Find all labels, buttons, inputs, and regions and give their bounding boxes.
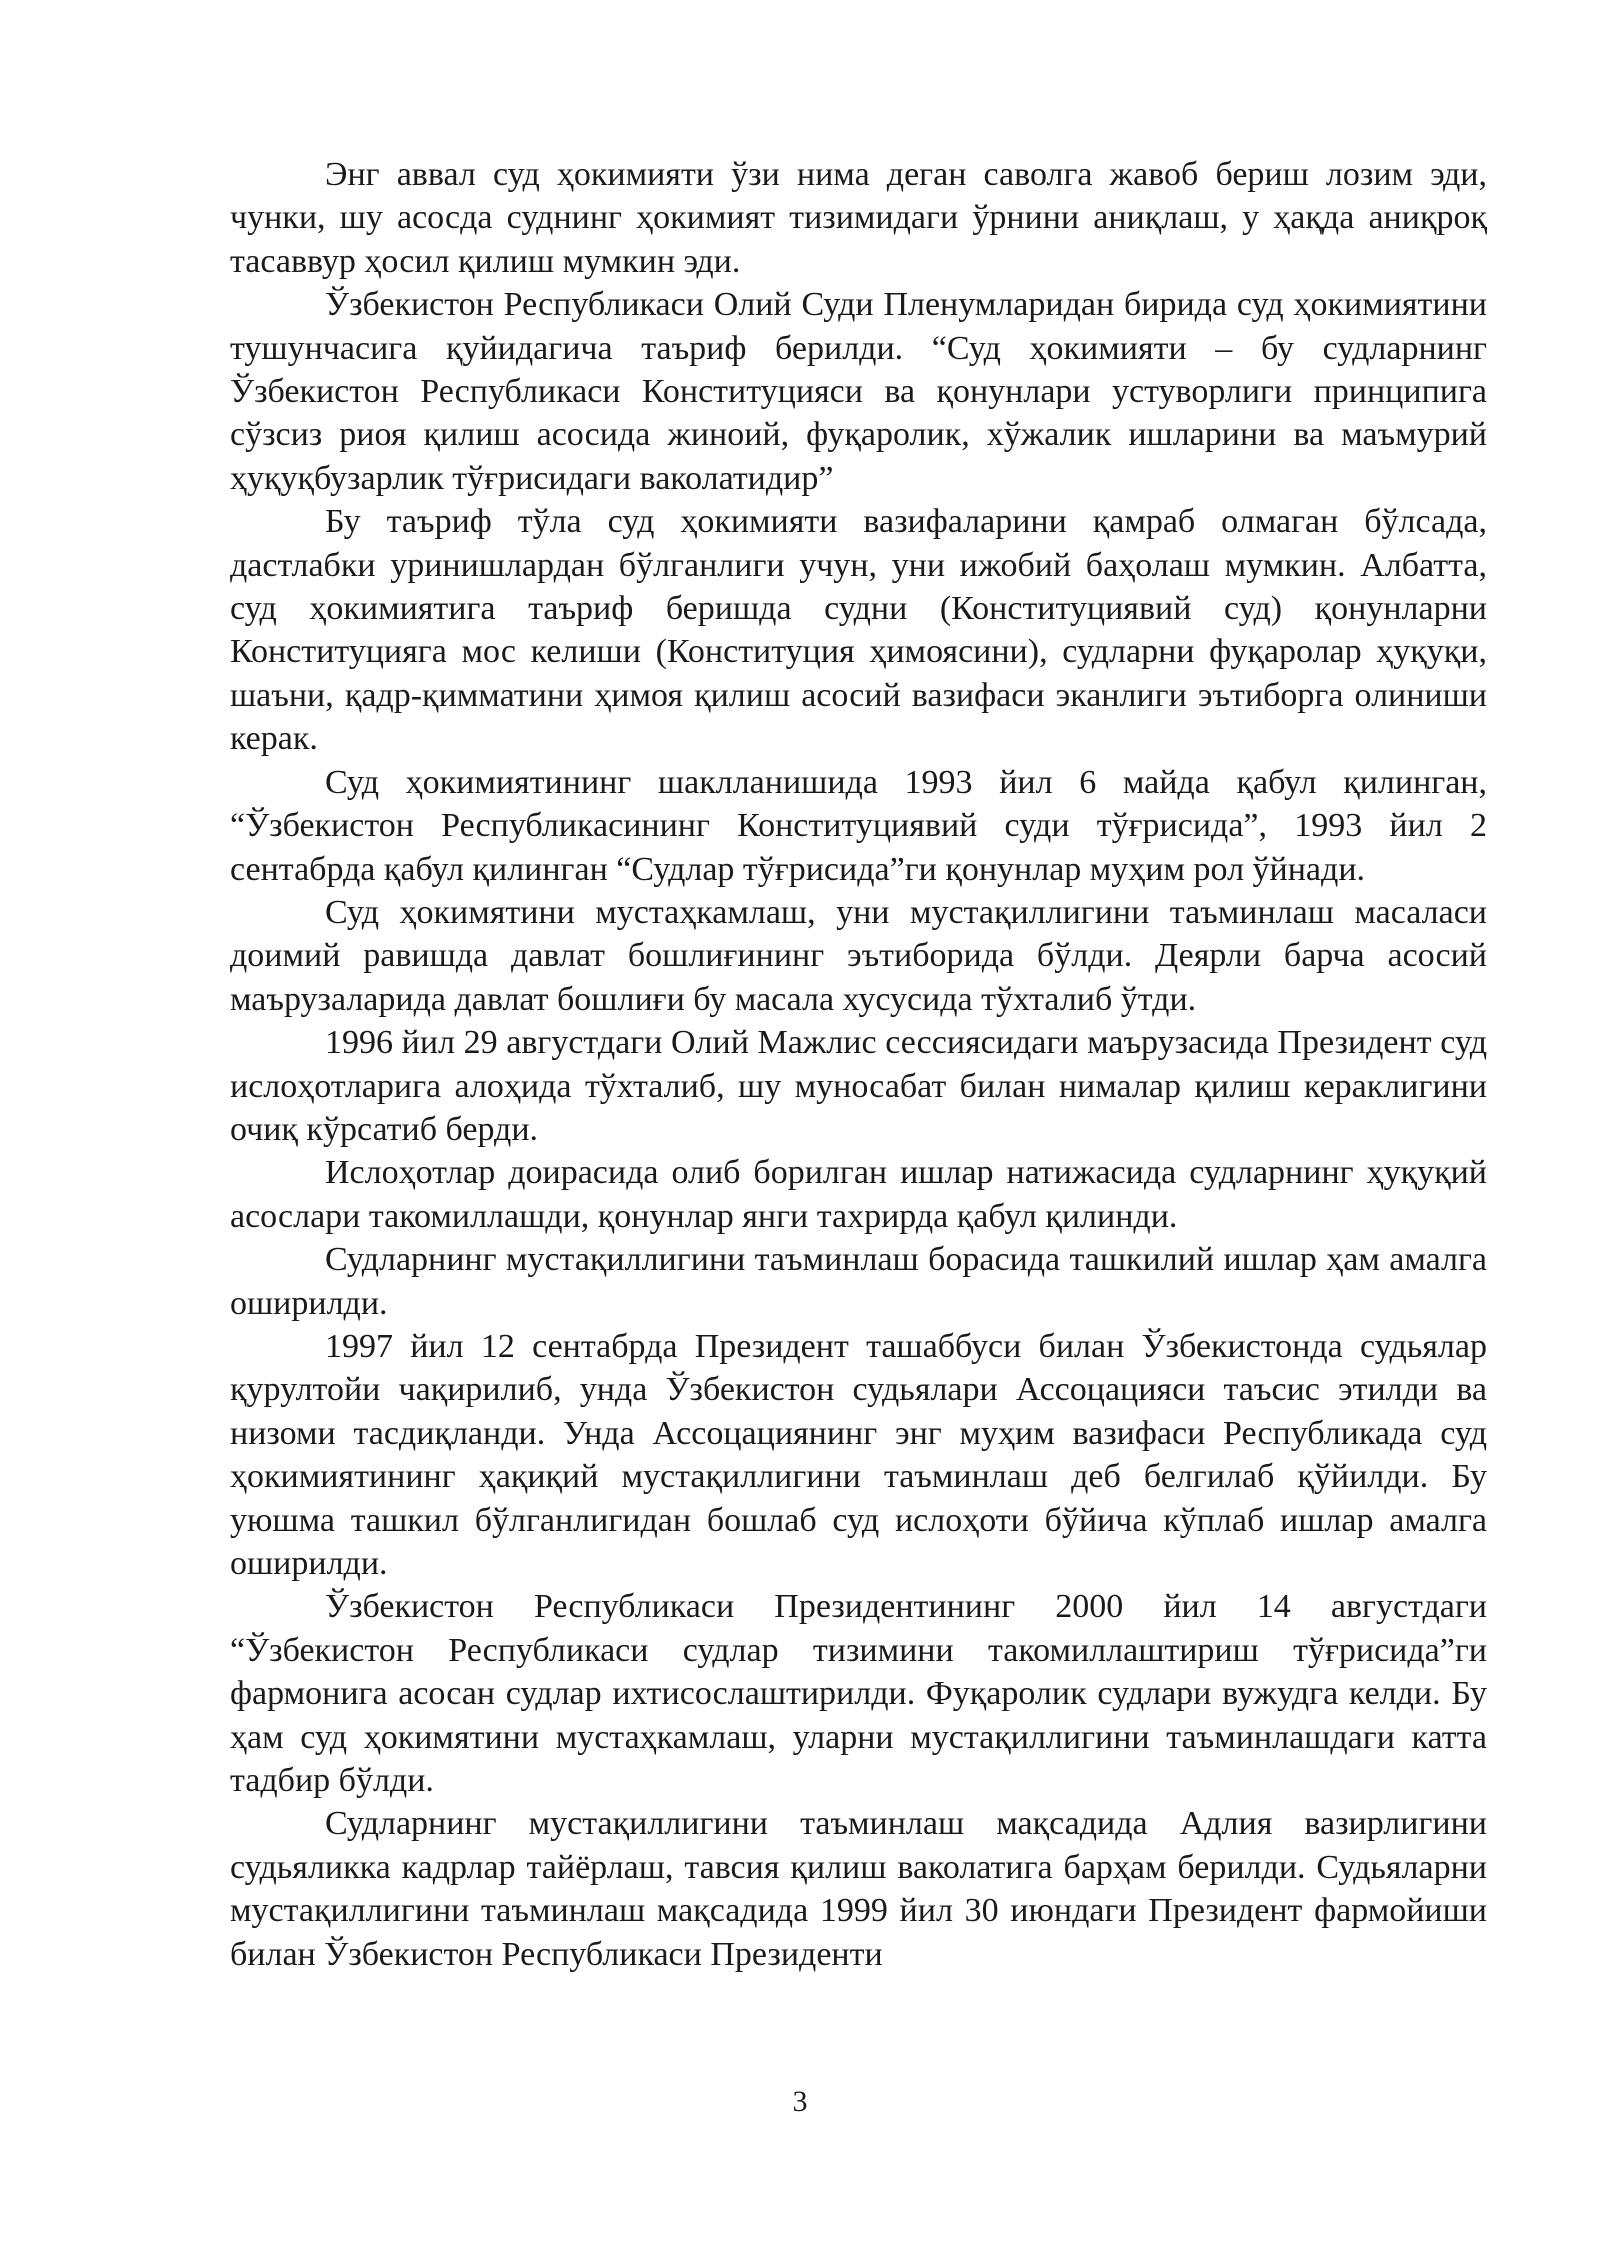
paragraph-3: Бу таъриф тўла суд ҳокимияти вазифаларини қамраб олмаган бўлсада, дастлабки уринишлардан бўлганлиги учун, уни ижобий баҳолаш мумкин. Албатта, суд ҳокимиятига таъриф беришда судни (Конституциявий суд) қонунларни Конституцияга мос келиши (Конституция ҳимоясини), судларни фуқаролар ҳуқуқи, шаъни, қадр-қимматини ҳимоя қилиш асосий вазифаси эканлиги эътиборга олиниши керак. xyxy=(230,503,1487,758)
paragraph-4: Суд ҳокимиятининг шаклланишида 1993 йил 6 майда қабул қилинган, “Ўзбекистон Республикасининг Конституциявий суди тўғрисида”, 1993 йил 2 сентабрда қабул қилинган “Судлар тўғрисида”ги қонунлар муҳим рол ўйнади. xyxy=(230,763,1487,888)
paragraph-1: Энг аввал суд ҳокимияти ўзи нима деган саволга жавоб бериш лозим эди, чунки, шу асосда суднинг ҳокимият тизимидаги ўрнини аниқлаш, у ҳақда аниқроқ тасаввур ҳосил қилиш мумкин эди. xyxy=(230,156,1487,280)
paragraph-5: Суд ҳокимятини мустаҳкамлаш, уни мустақиллигини таъминлаш масаласи доимий равишда давлат бошлиғининг эътиборида бўлди. Деярли барча асосий маърузаларида давлат бошлиғи бу масала хусусида тўхталиб ўтди. xyxy=(230,893,1487,1018)
document-body xyxy=(230,153,1487,1976)
paragraph-2: Ўзбекистон Республикаси Олий Суди Пленумларидан бирида суд ҳокимиятини тушунчасига қуйидагича таъриф берилди. “Суд ҳокимияти – бу судларнинг Ўзбекистон Республикаси Конституцияси ва қонунлари устуворлиги принципига сўзсиз риоя қилиш асосида жиноий, фуқаролик, хўжалик ишларини ва маъмурий ҳуқуқбузарлик тўғрисидаги ваколатидир” xyxy=(230,286,1487,497)
paragraph-8: Судларнинг мустақиллигини таъминлаш борасида ташкилий ишлар ҳам амалга оширилди. xyxy=(230,1241,1487,1322)
page-number: 3 xyxy=(792,2085,808,2118)
paragraph-10: Ўзбекистон Республикаси Президентининг 2000 йил 14 августдаги “Ўзбекистон Республикаси судлар тизимини такомиллаштириш тўғрисида”ги фармонига асосан судлар ихтисослаштирилди. Фуқаролик судлари вужудга келди. Бу ҳам суд ҳокимятини мустаҳкамлаш, уларни мустақиллигини таъминлашдаги катта тадбир бўлди. xyxy=(230,1588,1487,1800)
paragraph-7: Ислоҳотлар доирасида олиб борилган ишлар натижасида судларнинг ҳуқуқий асослари такомиллашди, қонунлар янги тахрирда қабул қилинди. xyxy=(230,1154,1487,1235)
paragraph-9: 1997 йил 12 сентабрда Президент ташаббуси билан Ўзбекистонда судьялар қурултойи чақирилиб, унда Ўзбекистон судьялари Ассоцацияси таъсис этилди ва низоми тасдиқланди. Унда Ассоцациянинг энг муҳим вазифаси Республикада суд ҳокимиятининг ҳақиқий мустақиллигини таъминлаш деб белгилаб қўйилди. Бу уюшма ташкил бўлганлигидан бошлаб суд ислоҳоти бўйича кўплаб ишлар амалга оширилди. xyxy=(230,1327,1487,1582)
paragraph-11: Судларнинг мустақиллигини таъминлаш мақсадида Адлия вазирлигини судьяликка кадрлар тайёрлаш, тавсия қилиш ваколатига барҳам берилди. Судьяларни мустақиллигини таъминлаш мақсадида 1999 йил 30 июндаги Президент фармойиши билан Ўзбекистон Республикаси Президенти xyxy=(230,1805,1487,1973)
paragraph-6: 1996 йил 29 августдаги Олий Мажлис сессиясидаги маърузасида Президент суд ислоҳотларига алоҳида тўхталиб, шу муносабат билан нималар қилиш кераклигини очиқ кўрсатиб берди. xyxy=(230,1024,1487,1148)
